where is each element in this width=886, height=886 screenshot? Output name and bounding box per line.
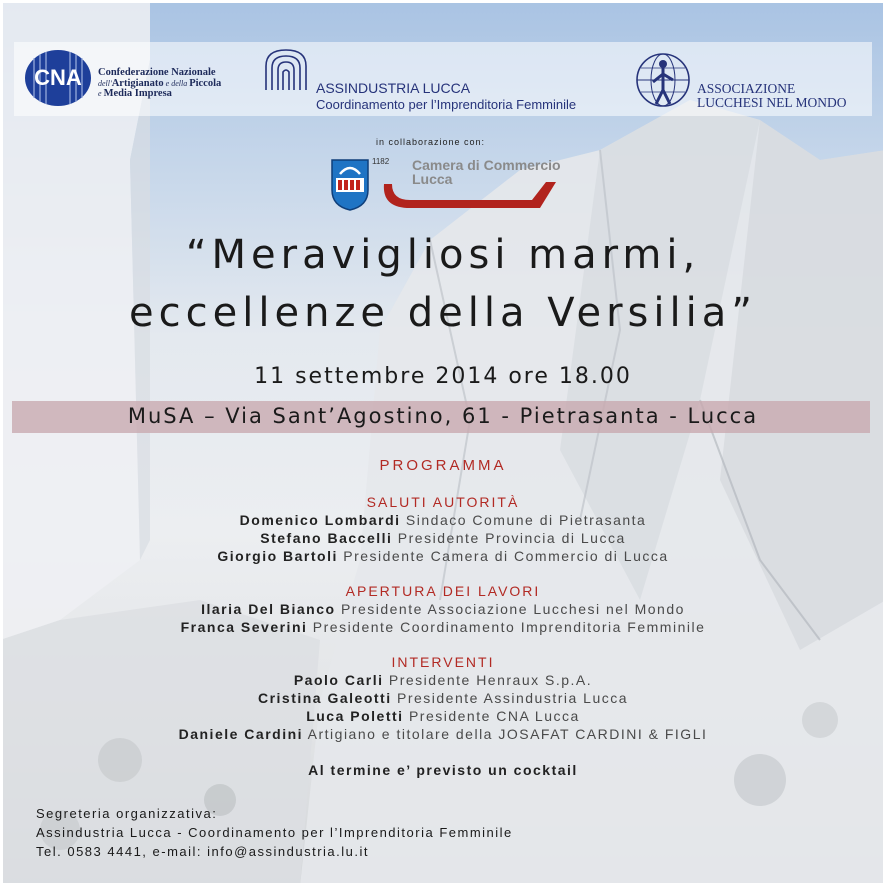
assindustria-subtitle: Coordinamento per l’Imprenditoria Femminile bbox=[316, 97, 577, 112]
speaker-name: Cristina Galeotti bbox=[257, 690, 392, 706]
title-line-1: “Meravigliosi marmi, bbox=[185, 232, 701, 278]
footer-organizer: Assindustria Lucca - Coordinamento per l’Imprenditoria Femminile bbox=[36, 825, 513, 840]
speaker-name: Luca Poletti bbox=[306, 708, 404, 724]
speaker-name: Paolo Carli bbox=[293, 672, 384, 688]
assindustria-logo-icon bbox=[262, 46, 310, 94]
crest-number: 1182 bbox=[372, 157, 390, 166]
speaker-role: Presidente Assindustria Lucca bbox=[396, 690, 629, 706]
footer-secretariat-label: Segreteria organizzativa: bbox=[36, 806, 218, 821]
program-row bbox=[0, 548, 886, 564]
camera-line2: Lucca bbox=[412, 171, 453, 187]
section-title: SALUTI AUTORITÀ bbox=[366, 494, 520, 510]
collaboration-label: in collaborazione con: bbox=[376, 137, 486, 147]
program-heading: PROGRAMMA bbox=[379, 457, 507, 474]
section-title: INTERVENTI bbox=[391, 654, 495, 670]
speaker-role: Presidente Associazione Lucchesi nel Mondo bbox=[340, 601, 685, 617]
assindustria-name: ASSINDUSTRIA LUCCA bbox=[316, 80, 471, 96]
camera-swoosh-icon bbox=[380, 178, 560, 212]
cna-line3a: e bbox=[98, 89, 104, 98]
cna-line2b: Artigianato bbox=[111, 77, 164, 89]
program-row bbox=[0, 672, 886, 688]
program-row bbox=[0, 690, 886, 706]
globe-figure-icon bbox=[634, 50, 692, 110]
speaker-role: Presidente Coordinamento Imprenditoria Femminile bbox=[312, 619, 706, 635]
cna-mark: CNA bbox=[34, 65, 82, 90]
cna-line1: Confederazione Nazionale bbox=[98, 67, 216, 78]
speaker-name: Giorgio Bartoli bbox=[217, 548, 338, 564]
alm-line2: LUCCHESI NEL MONDO bbox=[697, 95, 847, 110]
title-line-2: eccellenze della Versilia” bbox=[129, 290, 757, 336]
alm-line1: ASSOCIAZIONE bbox=[697, 81, 796, 96]
program-row bbox=[0, 726, 886, 742]
speaker-name: Domenico Lombardi bbox=[239, 512, 401, 528]
speaker-role: Presidente CNA Lucca bbox=[408, 708, 580, 724]
program-row bbox=[0, 708, 886, 724]
program-row bbox=[0, 530, 886, 546]
speaker-role: Artigiano e titolare della JOSAFAT CARDINI & FIGLI bbox=[307, 726, 708, 742]
program-row bbox=[0, 512, 886, 528]
speaker-name: Ilaria Del Bianco bbox=[201, 601, 336, 617]
cna-name bbox=[98, 68, 221, 100]
program-row bbox=[0, 619, 886, 635]
cna-line3b: Media Impresa bbox=[103, 88, 172, 99]
speaker-role: Presidente Provincia di Lucca bbox=[397, 530, 626, 546]
event-date: 11 settembre 2014 ore 18.00 bbox=[254, 364, 632, 389]
cna-line2d: Piccola bbox=[189, 77, 222, 89]
lucca-crest-icon bbox=[328, 156, 372, 212]
cna-line2c: e della bbox=[163, 78, 190, 88]
speaker-name: Daniele Cardini bbox=[178, 726, 304, 742]
cna-line2a: dell' bbox=[98, 78, 112, 88]
section-title: APERTURA DEI LAVORI bbox=[345, 583, 541, 599]
speaker-name: Stefano Baccelli bbox=[260, 530, 393, 546]
speaker-role: Sindaco Comune di Pietrasanta bbox=[405, 512, 647, 528]
event-venue: MuSA – Via Sant’Agostino, 61 - Pietrasanta - Lucca bbox=[127, 404, 759, 428]
alm-name bbox=[697, 82, 847, 110]
speaker-role: Presidente Camera di Commercio di Lucca bbox=[343, 548, 669, 564]
footer-contact: Tel. 0583 4441, e-mail: info@assindustria.lu.it bbox=[36, 844, 370, 859]
program-row bbox=[0, 601, 886, 617]
closing-note: Al termine e’ previsto un cocktail bbox=[308, 762, 578, 778]
camera-line1: Camera di Commercio bbox=[412, 157, 561, 173]
speaker-role: Presidente Henraux S.p.A. bbox=[388, 672, 593, 688]
speaker-name: Franca Severini bbox=[180, 619, 308, 635]
cna-logo-icon bbox=[24, 48, 92, 108]
